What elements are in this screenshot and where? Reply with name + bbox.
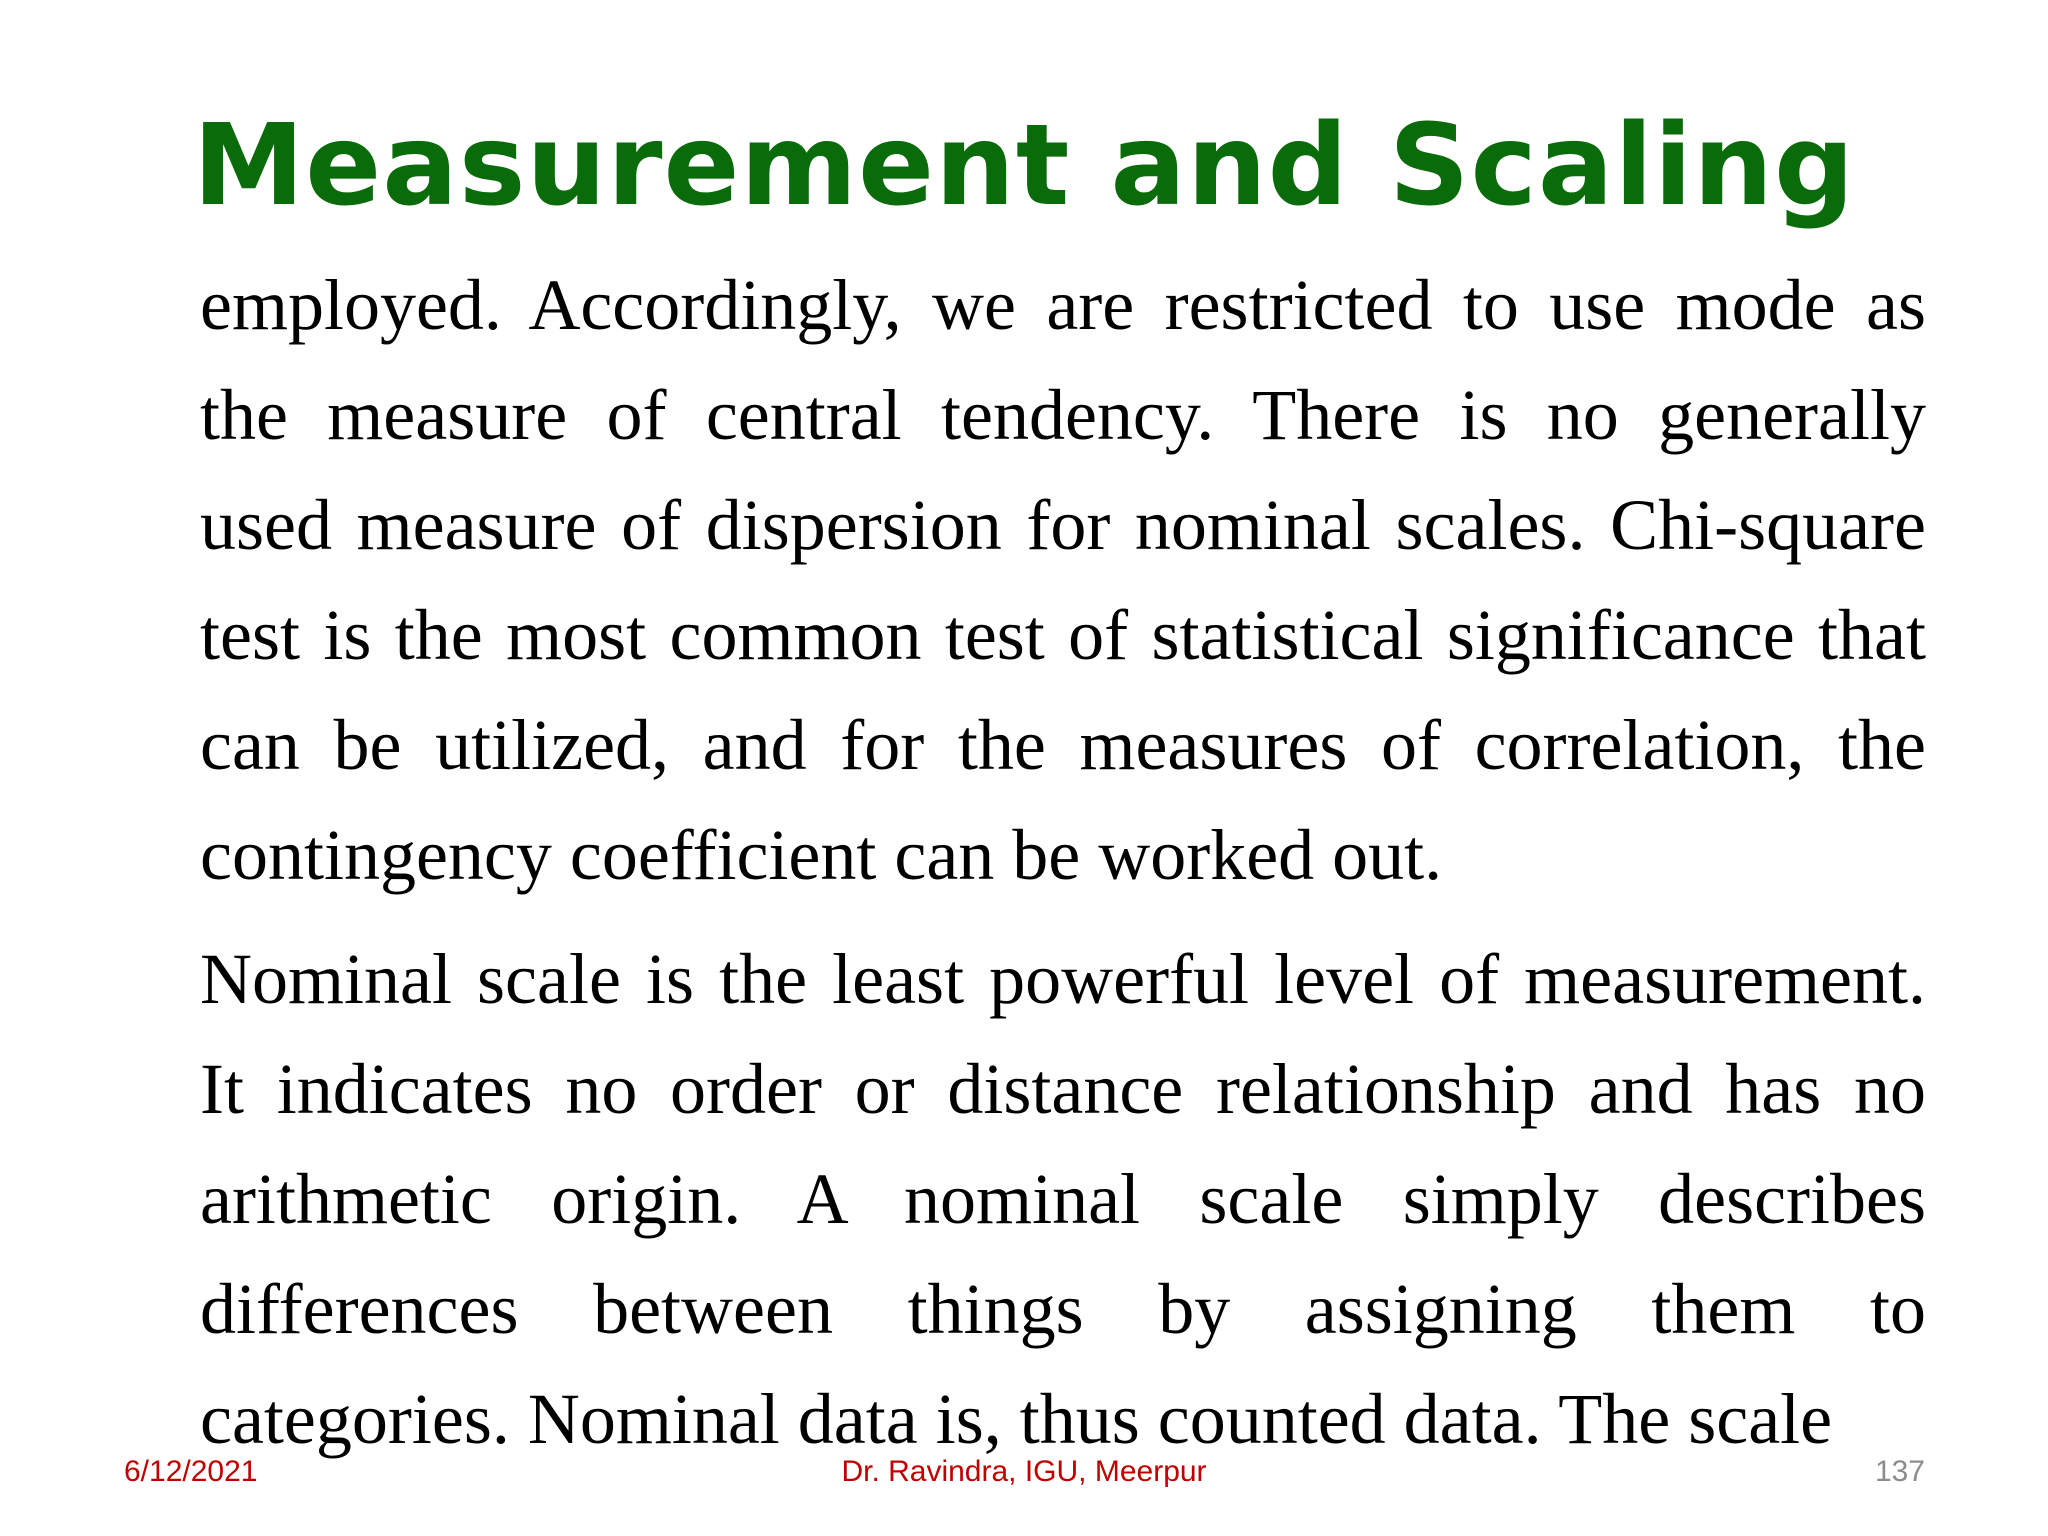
text-line: It indicates no order or distance relationship and has no — [200, 1049, 1926, 1129]
paragraph-2 — [200, 924, 1926, 1474]
text-line: can be utilized, and for the measures of correlation, the — [200, 705, 1926, 785]
text-line: contingency coefficient can be worked out. — [200, 815, 1443, 895]
page-number: 137 — [1874, 1455, 1925, 1488]
text-line: arithmetic origin. A nominal scale simply describes — [200, 1159, 1926, 1239]
text-line: categories. Nominal data is, thus counted data. The scale — [200, 1379, 1833, 1459]
footer-date: 6/12/2021 — [124, 1455, 258, 1488]
text-line: the measure of central tendency. There is no generally — [200, 375, 1926, 455]
text-line: Nominal scale is the least powerful level of measurement. — [200, 939, 1926, 1019]
text-line: used measure of dispersion for nominal scales. Chi-square — [200, 485, 1926, 565]
slide-body — [200, 250, 1926, 1474]
paragraph-1 — [200, 250, 1926, 910]
text-line: differences between things by assigning them to — [200, 1269, 1926, 1349]
text-line: employed. Accordingly, we are restricted to use mode as — [200, 265, 1926, 345]
text-line: test is the most common test of statistical significance that — [200, 595, 1926, 675]
slide-title: Measurement and Scaling — [192, 101, 1856, 231]
footer-author: Dr. Ravindra, IGU, Meerpur — [841, 1455, 1207, 1488]
